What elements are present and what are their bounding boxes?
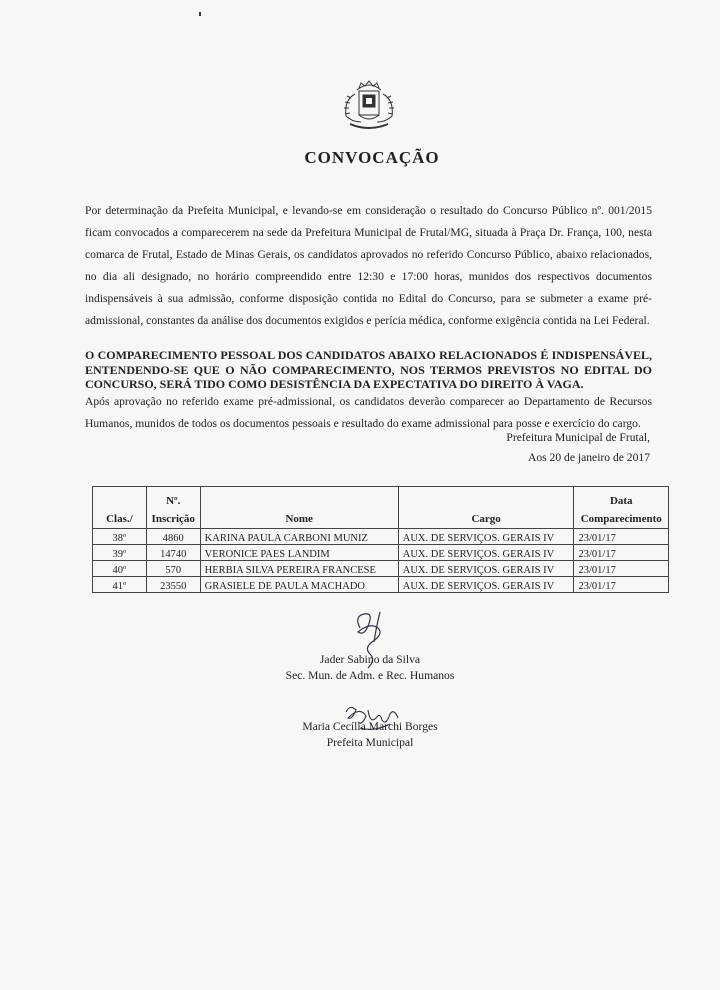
cell-clas: 40º: [93, 561, 147, 577]
cell-cargo: AUX. DE SERVIÇOS. GERAIS IV: [398, 529, 574, 545]
cell-cargo: AUX. DE SERVIÇOS. GERAIS IV: [398, 561, 574, 577]
table-row: [93, 561, 669, 577]
table-row: [93, 545, 669, 561]
place-and-date: [506, 428, 650, 468]
cell-inscricao: 4860: [146, 529, 200, 545]
header-data: [574, 487, 669, 529]
signer-role: Prefeita Municipal: [326, 736, 414, 749]
cell-clas: 38º: [93, 529, 147, 545]
paragraph-text: Por determinação da Prefeita Municipal, e levando-se em consideração o resultado do Concurso Público nº. 001/2015 ficam convocados a comparecerem na sede da Prefeitura Municipal de Frutal/MG, situada à Praça Dr. França, 100, nesta comarca de Frutal, Estado de Minas Gerais, os candidatos aprovados no referido Concurso Público, abaixo relacionados, no dia ali designado, no horário compreendido entre 12:30 e 17:00 horas, munidos dos respectivos documentos indispensáveis à sua admissão, conforme disposição contida no Edital do Concurso, para se submeter a exame pré-admissional, constantes da análise dos documentos exigidos e perícia médica, conforme exigência contida na Lei Federal.: [85, 204, 652, 327]
header-inscricao-top: Nº.: [166, 495, 181, 507]
municipal-crest-icon: [330, 76, 408, 134]
header-clas: Clas./: [93, 487, 147, 529]
cell-inscricao: 14740: [146, 545, 200, 561]
cell-data: 23/01/17: [574, 577, 669, 593]
cell-clas: 39º: [93, 545, 147, 561]
header-cargo: Cargo: [398, 487, 574, 529]
attendance-notice: O COMPARECIMENTO PESSOAL DOS CANDIDATOS ABAIXO RELACIONADOS É INDISPENSÁVEL, ENTENDENDO-SE QUE O NÃO COMPARECIMENTO, NOS TERMOS PREVISTOS NO EDITAL DO CONCURSO, SERÁ TIDO COMO DESISTÊNCIA DA EXPECTATIVA DO DIREITO À VAGA.: [85, 348, 652, 391]
header-nome: Nome: [200, 487, 398, 529]
stray-mark: [199, 12, 201, 16]
cell-inscricao: 23550: [146, 577, 200, 593]
signature-block-secretary: [240, 652, 500, 684]
place-line: Prefeitura Municipal de Frutal,: [506, 431, 650, 444]
table-row: [93, 529, 669, 545]
cell-clas: 41º: [93, 577, 147, 593]
table-row: [93, 577, 669, 593]
signature-block-mayor: [240, 719, 500, 751]
cell-cargo: AUX. DE SERVIÇOS. GERAIS IV: [398, 545, 574, 561]
date-line: Aos 20 de janeiro de 2017: [527, 451, 650, 464]
cell-data: 23/01/17: [574, 529, 669, 545]
cell-nome: HERBIA SILVA PEREIRA FRANCESE: [200, 561, 398, 577]
table-header-row: [93, 487, 669, 529]
cell-data: 23/01/17: [574, 545, 669, 561]
cell-nome: KARINA PAULA CARBONI MUNIZ: [200, 529, 398, 545]
signer-name: Jader Sabino da Silva: [319, 653, 421, 666]
post-exam-paragraph: Após aprovação no referido exame pré-admissional, os candidatos deverão comparecer ao Departamento de Recursos Humanos, munidos de todos os documentos pessoais e resultado do exame admissional para posse e exercício do cargo.: [85, 395, 652, 430]
cell-data: 23/01/17: [574, 561, 669, 577]
header-inscricao-bottom: Inscrição: [151, 513, 195, 525]
cell-inscricao: 570: [146, 561, 200, 577]
cell-nome: VERONICE PAES LANDIM: [200, 545, 398, 561]
header-data-bottom: Comparecimento: [580, 513, 662, 525]
cell-cargo: AUX. DE SERVIÇOS. GERAIS IV: [398, 577, 574, 593]
document-title: CONVOCAÇÃO: [304, 148, 440, 167]
header-data-top: Data: [609, 495, 633, 507]
header-inscricao: [146, 487, 200, 529]
signer-role: Sec. Mun. de Adm. e Rec. Humanos: [285, 669, 455, 682]
convocation-paragraph: [85, 200, 652, 332]
candidates-table: [92, 486, 669, 593]
cell-nome: GRASIELE DE PAULA MACHADO: [200, 577, 398, 593]
signer-name: Maria Cecília Marchi Borges: [302, 720, 438, 733]
